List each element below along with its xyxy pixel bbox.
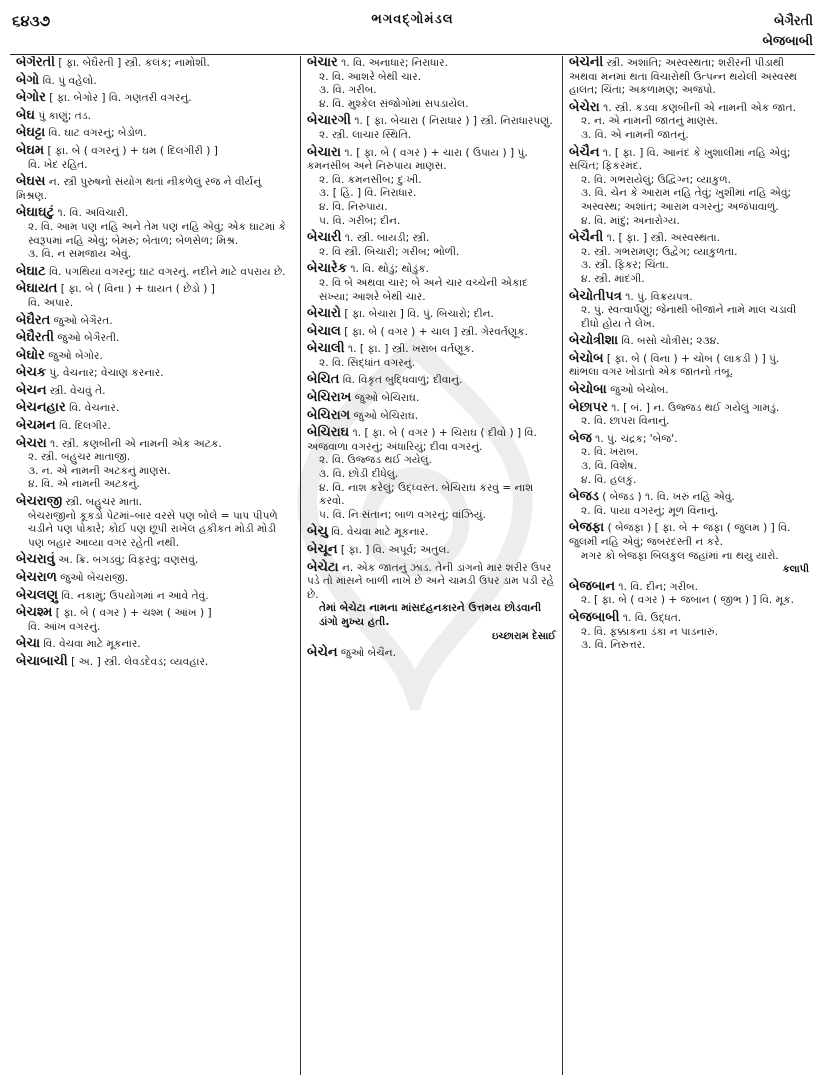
- dictionary-entry: [16, 265, 294, 280]
- entry-definition: [ ફા. બે ( વગરનું ) + ઘમ ( દિલગીરી ) ]: [47, 144, 218, 157]
- entry-headword: બેચુ: [307, 524, 328, 540]
- entry-definition: જુઓ બેગૈરતી.: [57, 332, 120, 345]
- entry-headword: બેચેરા: [569, 99, 600, 115]
- dictionary-entry: [16, 74, 294, 89]
- entry-headword: બેચૈની: [569, 230, 604, 246]
- entry-sense: ૩. [ હિં. ] વિ. નિરાધાર.: [319, 187, 417, 200]
- entry-definition: [ ફા. બેગોર ] વિ. ગણતરી વગરનું.: [49, 92, 192, 105]
- entry-definition: વિ. બસો ચોત્રીસ; ૨૩૪.: [621, 335, 720, 348]
- entry-sense: વિ. ખેદ રહિત.: [28, 158, 88, 171]
- entry-sense: ૨. સ્ત્રી. બહુચર માતાજી.: [28, 451, 131, 464]
- entry-definition: જુઓ બેચિરાઘ.: [354, 392, 420, 405]
- entry-headword: બેઘસ: [16, 174, 46, 190]
- entry-sense: ૩. વિ. છોડી દીધેલું.: [319, 468, 399, 481]
- dictionary-entry: [16, 366, 294, 381]
- dictionary-entry: [16, 401, 294, 416]
- entry-headword: બેચેન: [307, 645, 338, 661]
- entry-headword: બેચારો: [307, 306, 341, 322]
- entry-headword: બેઘ: [16, 107, 35, 123]
- entry-definition: [ ફા. બે ( વિના ) + ઘાયત ( છેડો ) ]: [60, 283, 215, 296]
- dictionary-entry: [16, 495, 294, 550]
- dictionary-entry: [307, 646, 556, 661]
- entry-headword: બેચિરાઘ: [307, 425, 350, 441]
- entry-definition: [ ફા. બેચારા ] વિ. પું. બિચારો; દીન.: [344, 308, 494, 321]
- dictionary-entry: [16, 126, 294, 141]
- dictionary-entry: [569, 146, 809, 229]
- entry-headword: બેચરા: [16, 435, 47, 451]
- entry-sense: ૨. વિ. છાપરા વિનાનું.: [581, 415, 670, 428]
- entry-definition: અ. ક્રિ. બગડવું; વિફરવું; વણસવું.: [58, 554, 199, 567]
- entry-sense: ૨. વિ. પાયા વગરનું; મૂળ વિનાનું.: [581, 504, 719, 517]
- entry-headword: બેચલણુ: [16, 587, 59, 603]
- column-1: [10, 56, 300, 1075]
- dictionary-entry: [16, 637, 294, 652]
- entry-definition: ૧. [ ફા. ] વિ. આનંદ કે ખુશાલીમાં નહિ એવું; સચિંત; ફિકરમંદ.: [569, 146, 791, 173]
- entry-definition: [ અ. ] સ્ત્રી. લેવડદેવડ; વ્યવહાર.: [71, 655, 209, 668]
- entry-definition: ૧. [ ફા. ] સ્ત્રી. ખરાબ વર્તણૂક.: [347, 343, 475, 356]
- entry-citation: ઇચ્છારામ દેસાઈ: [492, 630, 556, 642]
- entry-headword: બેચમન: [16, 418, 56, 434]
- dictionary-entry: [569, 231, 809, 286]
- dictionary-entry: [307, 342, 556, 370]
- entry-sense: ૪. વિ. એ નામની અટકનું.: [28, 478, 140, 491]
- dictionary-entry: [569, 383, 809, 398]
- entry-headword: બેઘૈરતી: [16, 330, 54, 346]
- entry-definition: ૧. વિ. અનાધાર; નિરાધાર.: [341, 57, 448, 69]
- dictionary-entry: [569, 490, 809, 518]
- entry-headword: બેજબાન: [569, 578, 616, 594]
- entry-sense: ૪. વિ. માંદું; અનારોગ્ય.: [581, 214, 680, 227]
- entry-headword: બેગોર: [16, 90, 46, 106]
- entry-definition: ૧. પું. વિક્રયપત્ર.: [625, 290, 693, 303]
- guide-words: [762, 12, 813, 52]
- dictionary-entry: [16, 553, 294, 568]
- entry-definition: ( બેજફા ) [ ફા. બે + જફા ( જુલમ ) ] વિ. જુલમી નહિ એવું; જબરદસ્તી ન કરે.: [569, 522, 791, 548]
- page-header: [10, 8, 815, 55]
- entry-definition: ૧. વિ. ઉદ્ધત.: [622, 611, 682, 624]
- entry-headword: બેચૈન: [569, 144, 600, 160]
- dictionary-entry: [16, 91, 294, 106]
- dictionary-entry: [307, 262, 556, 304]
- dictionary-entry: [569, 432, 809, 487]
- dictionary-entry: [307, 307, 556, 322]
- entry-definition: વિ. વિકૃત બુદ્ધિવાળું; દીવાનું.: [342, 374, 463, 387]
- dictionary-entry: [307, 409, 556, 424]
- entry-definition: સ્ત્રી. વેચવું તે.: [49, 384, 106, 397]
- entry-citation: કલાપી: [782, 564, 809, 576]
- dictionary-entry: [569, 611, 809, 653]
- entry-definition: ૧. સ્ત્રી. કણબીની એ નામની એક અટક.: [50, 437, 222, 450]
- entry-definition: સ્ત્રી. બહુચર માતા.: [65, 496, 143, 509]
- entry-definition: ૧. વિ. થોડું; થોડુંક.: [350, 263, 429, 276]
- entry-sense: ૪. વિ. મુશ્કેલ સંજોગોમાં સપડાયેલ.: [319, 97, 469, 110]
- entry-definition: જુઓ બેગોર.: [48, 349, 103, 362]
- book-title: ભગવદ્ગોમંડલ: [371, 12, 454, 27]
- entry-headword: બેચરાળ: [16, 570, 57, 585]
- entry-sense: બેચરાજીનો કૂકડો પેટમાં–બાર વરસે પણ બોલે = પાપ પીપળે ચડીને પણ પોકારે; કોઈ પણ છૂપી રાખેલ હકીકત મોડી મોડી પણ બહાર આવ્યા વગર રહેતી નથી.: [28, 509, 278, 549]
- entry-definition: ( બેજડ ) ૧. વિ. ખરું નહિ એવું.: [602, 491, 735, 504]
- entry-sense: ૨. વિ. ઉજ્જડ થઈ ગયેલું.: [319, 454, 432, 467]
- entry-sense: ૫. વિ. નિઃસંતાન; બાળ વગરનું; વાંઝિયું.: [319, 508, 486, 521]
- dictionary-entry: [307, 391, 556, 406]
- dictionary-entry: [16, 331, 294, 346]
- entry-sense: ૪. વિ. હલકું.: [581, 473, 637, 486]
- entry-definition: ૧. [ ફા. બે ( વગર ) + ચારા ( ઉપાય ) ] પું. કમનસીબ અને નિરુપાય માણસ.: [307, 146, 528, 173]
- entry-headword: બેચા: [16, 636, 41, 652]
- entry-definition: વિ. દિલગીર.: [59, 420, 111, 433]
- entry-definition: ન. એક જાતનું ઝાડ. તેની ડાંગનો માર શરીર ઉપર પડે તો માંસને બાળી નાખે છે અને ચામડી ઉપર ડામ પડી રહે છે.: [307, 561, 555, 601]
- entry-definition: ૧. વિ. દીન; ગરીબ.: [618, 580, 698, 593]
- entry-sense: ૨. ન. એ નામની જાતનું માણસ.: [581, 115, 719, 128]
- entry-definition: [ ફા. બેઘૈરતી ] સ્ત્રી. કલંક; નામોશી.: [58, 57, 210, 69]
- entry-sense: ૨. વિ. ગભરાયેલું; ઉદ્વિગ્ન; વ્યાકુળ.: [581, 173, 731, 186]
- entry-sense: ૪. સ્ત્રી. માંદગી.: [581, 272, 645, 285]
- entry-definition: ૧. પું. ચંદ્રક; 'બેજ'.: [595, 432, 678, 445]
- dictionary-entry: [307, 426, 556, 522]
- entry-headword: બેચારેક: [307, 261, 347, 277]
- entry-headword: બેઘાઘટું: [16, 205, 55, 221]
- dictionary-entry: [16, 349, 294, 364]
- entry-definition: જુઓ બેચોબ.: [610, 384, 669, 397]
- entry-headword: બેચરાજી: [16, 494, 63, 510]
- dictionary-entry: [16, 56, 294, 71]
- dictionary-entry: [307, 114, 556, 142]
- entry-headword: બેજફા: [569, 520, 605, 536]
- entry-headword: બેગૈરતી: [16, 56, 55, 70]
- entry-headword: બેચાર: [307, 56, 338, 70]
- entry-definition: ૧. વિ. અવિચારી.: [57, 207, 129, 220]
- entry-definition: વિ. પગથિયાં વગરનું; ઘાટ વગરનું. નદીને માટે વપરાય છે.: [49, 265, 286, 278]
- dictionary-entry: [307, 325, 556, 340]
- entry-headword: બેચેટા: [307, 559, 339, 575]
- entry-headword: બેઘાટ: [16, 263, 46, 279]
- entry-sense: ૨. વિ સ્ત્રી. બિચારી; ગરીબ; ભોળી.: [319, 245, 460, 258]
- entry-headword: બેચાલી: [307, 341, 345, 357]
- entry-sense: ૨. [ ફા. બે ( વગર ) + જબાન ( જીભ ) ] વિ. મૂક.: [581, 594, 794, 607]
- entry-headword: બેચરાવું: [16, 552, 55, 568]
- entry-headword: બેચોબ: [569, 350, 604, 366]
- entry-definition: ન. સ્ત્રી પુરુષનો સંયોગ થતાં નીકળેલું રજ ને વીર્યનું મિશ્રણ.: [16, 176, 262, 202]
- dictionary-entry: [569, 56, 809, 98]
- dictionary-entry: [16, 206, 294, 261]
- entry-sense: ૪. વિ. નિરુપાય.: [319, 200, 388, 213]
- dictionary-entry: [16, 589, 294, 604]
- entry-definition: જુઓ બેચરાજી.: [60, 572, 129, 584]
- entry-headword: બેગો: [16, 72, 40, 88]
- dictionary-entry: [16, 571, 294, 586]
- entry-headword: બેચિરાખ: [307, 390, 352, 406]
- entry-headword: બેજ: [569, 430, 592, 446]
- entry-definition: વિ. વેચવા માટે મૂકનાર.: [43, 638, 141, 651]
- entry-headword: બેચોતીપત્ર: [569, 288, 622, 304]
- entry-headword: બેચોત્રીશા: [569, 333, 619, 349]
- entry-sense: ૨. વિ. આમ પણ નહિ અને તેમ પણ નહિ એવું; એક ઘાટમાં કે સ્વરૂપમાં નહિ એવું; બેમરું; બેતાળ; બેળસેળ; મિશ્ર.: [28, 220, 286, 247]
- entry-sense: ૫. વિ. ગરીબ; દીન.: [319, 214, 401, 227]
- entry-definition: [ ફા. બે ( વગર ) + ચાલ ] સ્ત્રી. ગેરવર્તણૂક.: [344, 325, 528, 338]
- dictionary-entry: [307, 525, 556, 540]
- entry-sense: ૩. વિ. નિરુત્તર.: [581, 639, 646, 652]
- entry-sense: મગર કો બેજફા બિલકુલ જહાંમાં ના થયુ યારો.: [581, 549, 779, 562]
- entry-headword: બેચારગી: [307, 113, 351, 129]
- entry-definition: જુઓ બેચૈન.: [340, 647, 397, 660]
- entry-definition: પું. વેચનાર; વેચાણ કરનાર.: [49, 367, 164, 380]
- dictionary-entry: [307, 56, 556, 111]
- entry-sense: ૩. સ્ત્રી. ફિકર; ચિંતા.: [581, 259, 669, 272]
- entry-sense: ૨. વિ. ખરાબ.: [581, 446, 639, 459]
- entry-definition: સ્ત્રી. અશાંતિ; અસ્વસ્થતા; શરીરની પીડાથી અથવા મનમાં થતા વિચારોથી ઉત્પન્ન થયેલી અસ્વસ્થ હાલત; ચિંતા; અકળામણ; અજંપો.: [569, 57, 797, 97]
- dictionary-entry: [569, 290, 809, 332]
- entry-definition: જુઓ બેચિરાઘ.: [353, 409, 419, 422]
- entry-headword: બેઘમ: [16, 142, 45, 158]
- dictionary-entry: [569, 401, 809, 429]
- entry-sense: ૩. વિ. વિશેષ.: [581, 460, 637, 473]
- entry-headword: બેચનહાર: [16, 400, 66, 416]
- entry-sense: ૨. પું. સ્વત્વાર્પણું; જેનાથી બીજાને નામે માલ ચડાવી દીધો હોય તે લેખ.: [581, 304, 797, 330]
- entry-headword: બેછાપર: [569, 399, 608, 415]
- entry-definition: જુઓ બેગૈરત.: [53, 314, 113, 327]
- entry-headword: બેચાબાચી: [16, 653, 68, 669]
- entry-sense: ૨. વિ. સિદ્ધાંત વગરનું.: [319, 356, 415, 369]
- dictionary-entry: [16, 419, 294, 434]
- page-number: ૬૪૩૭: [12, 12, 51, 30]
- guide-word-last: બેજબાબી: [762, 34, 813, 49]
- entry-headword: બેચાલ: [307, 323, 341, 339]
- entry-definition: પું કાણું; તડ.: [38, 109, 92, 122]
- dictionary-entry: [569, 101, 809, 143]
- entry-sense: ૪. વિ. નાશ કરેલું; ઉદ્ધ્વસ્ત. બેચિરાઘ કરવું = નાશ કરવો.: [319, 481, 534, 508]
- dictionary-entry: [16, 606, 294, 634]
- entry-definition: વિ. ઘાટ વગરનું; બેડોળ.: [48, 127, 147, 140]
- dictionary-columns: [10, 56, 815, 1075]
- entry-headword: બેજબાબી: [569, 609, 620, 625]
- entry-headword: બેઘોર: [16, 347, 45, 363]
- dictionary-entry: [307, 543, 556, 558]
- dictionary-entry: [16, 109, 294, 124]
- entry-definition: વિ. વેચવા માટે મૂકનાર.: [331, 526, 429, 539]
- entry-headword: બેચિરાગ: [307, 407, 351, 423]
- entry-definition: ૧. [ ફા. બેચારા ( નિરાધાર ) ] સ્ત્રી. નિરાધારપણું.: [354, 115, 553, 128]
- entry-quotation: તેમાં બેચેટા નામના માંસદહનકારને ઉત્તમય છોડવાની ડાંગો મુખ્ય હતી.: [319, 602, 542, 628]
- entry-sense: ૨. વિ. ફક્કાકના ડંકા ન પાડનારું.: [581, 625, 718, 638]
- entry-sense: ૨. વિ બે અથવા ચાર; બે અને ચાર વચ્ચેની એકાદ સંખ્યા; આશરે બેથી ચાર.: [319, 276, 528, 303]
- entry-headword: બેચન: [16, 382, 47, 398]
- entry-headword: બેઘૈરત: [16, 312, 51, 328]
- entry-definition: વિ. પું વહેલો.: [42, 74, 97, 87]
- entry-headword: બેઘાયત: [16, 281, 58, 297]
- entry-definition: ૧. [ ફા. ] સ્ત્રી. અસ્વસ્થતા.: [606, 232, 721, 245]
- entry-sense: વિ. અપાર.: [28, 296, 74, 309]
- entry-definition: [ ફા. ] વિ. અપૂર્વ; અતુલ.: [340, 544, 450, 556]
- entry-headword: બેચેની: [569, 56, 604, 70]
- entry-headword: બેચિત: [307, 372, 340, 388]
- entry-definition: ૧. સ્ત્રી. કડવા કણબીની એ નામની એક જાત.: [603, 101, 796, 114]
- dictionary-entry: [16, 437, 294, 492]
- dictionary-entry: [16, 144, 294, 172]
- dictionary-entry: [569, 334, 809, 349]
- column-2: [300, 56, 562, 1075]
- dictionary-entry: [307, 231, 556, 259]
- entry-headword: બેજડ: [569, 489, 599, 505]
- entry-sense: ૨. સ્ત્રી. લાચાર સ્થિતિ.: [319, 128, 412, 141]
- entry-headword: બેઘટ્ટા: [16, 125, 46, 141]
- dictionary-entry: [16, 314, 294, 329]
- dictionary-entry: [16, 175, 294, 203]
- entry-headword: બેચક: [16, 365, 47, 381]
- entry-sense: ૩. વિ. એ નામની જાતનું.: [581, 128, 689, 141]
- entry-sense: ૩. વિ. ચેન કે આરામ નહિ તેવું; ખુશીમાં નહિ એવું; અસ્વસ્થ; અશાંત; આરામ વગરનું; અજંપાવાળું.: [581, 187, 792, 213]
- guide-word-first: બેગૈરતી: [774, 14, 813, 29]
- entry-definition: ૧. [ ફા. બે ( વગર ) + ચિરાઘ ( દીવો ) ] વિ. અજવાળા વગરનું; અંધારિયું; દીવા વગરનું.: [307, 427, 537, 453]
- entry-sense: ૩. વિ. ગરીબ.: [319, 84, 377, 97]
- entry-headword: બેચારા: [307, 144, 341, 160]
- dictionary-entry: [16, 384, 294, 399]
- entry-headword: બેચોબા: [569, 382, 607, 398]
- entry-definition: [ ફા. બે ( વિના ) + ચોબ ( લાકડી ) ] પું. થાંભલા વગર ખોડાતો એક જાતનો તંબૂ.: [569, 352, 780, 379]
- entry-headword: બેચારી: [307, 230, 342, 246]
- dictionary-entry: [307, 146, 556, 229]
- dictionary-entry: [569, 352, 809, 380]
- entry-definition: વિ. વેચનાર.: [69, 402, 120, 415]
- entry-sense: ૩. વિ. ન સમજાય એવું.: [28, 248, 132, 261]
- entry-definition: [ ફા. બે ( વગર ) + ચશ્મ ( આંખ ) ]: [55, 607, 212, 620]
- dictionary-entry: [307, 561, 556, 644]
- entry-sense: ૩. ન. એ નામની અટકનું માણસ.: [28, 464, 171, 477]
- entry-definition: વિ. નકામું; ઉપયોગમાં ન આવે તેવું.: [61, 589, 209, 602]
- entry-definition: ૧. સ્ત્રી. બાયડી; સ્ત્રી.: [344, 232, 430, 245]
- entry-headword: બેચૂન: [307, 542, 338, 557]
- dictionary-entry: [569, 580, 809, 608]
- dictionary-entry: [16, 655, 294, 670]
- entry-sense: ૨. વિ. કમનસીબ; દુઃખી.: [319, 173, 422, 186]
- entry-sense: ૨. સ્ત્રી. ગભરામણ; ઉદ્વેગ; વ્યાકુળતા.: [581, 245, 738, 258]
- entry-definition: ૧. [ બં. ] ન. ઉજ્જડ થઈ ગયેલું ગામડું.: [611, 401, 780, 414]
- dictionary-entry: [16, 282, 294, 310]
- dictionary-entry: [307, 373, 556, 388]
- entry-sense: ૨. વિ. આશરે બેથી ચાર.: [319, 70, 422, 83]
- dictionary-entry: [569, 521, 809, 576]
- column-3: [562, 56, 815, 1075]
- entry-headword: બેચશ્મ: [16, 605, 53, 621]
- entry-sense: વિ. આંખ વગરનું.: [28, 620, 101, 633]
